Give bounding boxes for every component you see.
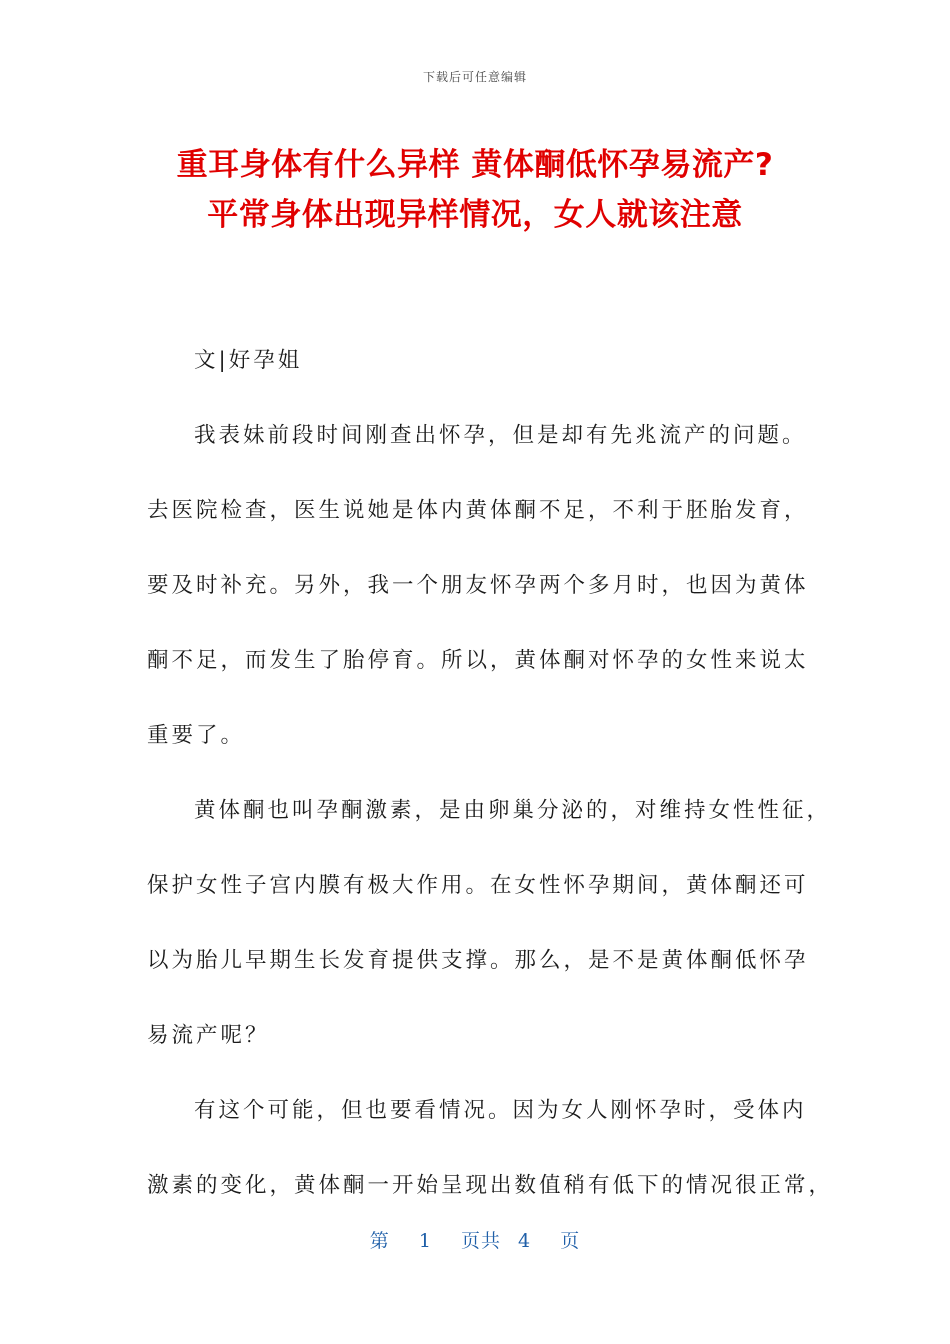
page-header: 下载后可任意编辑 bbox=[422, 70, 527, 84]
title-line-2: 平常身体出现异样情况，女人就该注意 bbox=[207, 197, 743, 233]
document-title bbox=[60, 140, 890, 240]
paragraph-line: 要及时补充。另外，我一个朋友怀孕两个多月时，也因为黄体 bbox=[147, 573, 809, 598]
footer-total-pages: 4 bbox=[518, 1230, 532, 1252]
paragraph-1 bbox=[147, 398, 809, 773]
page-footer bbox=[0, 1226, 950, 1253]
paragraph-2 bbox=[147, 773, 832, 1073]
paragraph-line: 保护女性子宫内膜有极大作用。在女性怀孕期间，黄体酮还可 bbox=[147, 873, 809, 898]
paragraph-3 bbox=[147, 1073, 834, 1223]
paragraph-line: 酮不足，而发生了胎停育。所以，黄体酮对怀孕的女性来说太 bbox=[147, 648, 809, 673]
paragraph-line: 以为胎儿早期生长发育提供支撑。那么，是不是黄体酮低怀孕 bbox=[147, 948, 809, 973]
paragraph-line: 有这个可能，但也要看情况。因为女人刚怀孕时，受体内 bbox=[194, 1098, 807, 1123]
paragraph-line: 重要了。 bbox=[147, 723, 246, 748]
footer-middle: 页共 bbox=[460, 1230, 501, 1252]
footer-page-number: 1 bbox=[418, 1230, 432, 1252]
paragraph-line: 激素的变化，黄体酮一开始呈现出数值稍有低下的情况很正常， bbox=[147, 1173, 834, 1198]
paragraph-line: 去医院检查，医生说她是体内黄体酮不足，不利于胚胎发育， bbox=[147, 498, 809, 523]
document-body bbox=[147, 323, 834, 1223]
footer-suffix: 页 bbox=[560, 1230, 581, 1252]
footer-prefix: 第 bbox=[369, 1230, 390, 1252]
title-line-1: 重耳身体有什么异样 黄体酮低怀孕易流产? bbox=[176, 147, 774, 183]
paragraph-line: 黄体酮也叫孕酮激素，是由卵巢分泌的，对维持女性性征， bbox=[194, 798, 832, 823]
paragraph-line: 我表妹前段时间刚查出怀孕，但是却有先兆流产的问题。 bbox=[194, 423, 807, 448]
paragraph-line: 易流产呢？ bbox=[147, 1023, 270, 1048]
byline bbox=[147, 323, 797, 398]
byline-text: 文|好孕姐 bbox=[194, 348, 303, 373]
